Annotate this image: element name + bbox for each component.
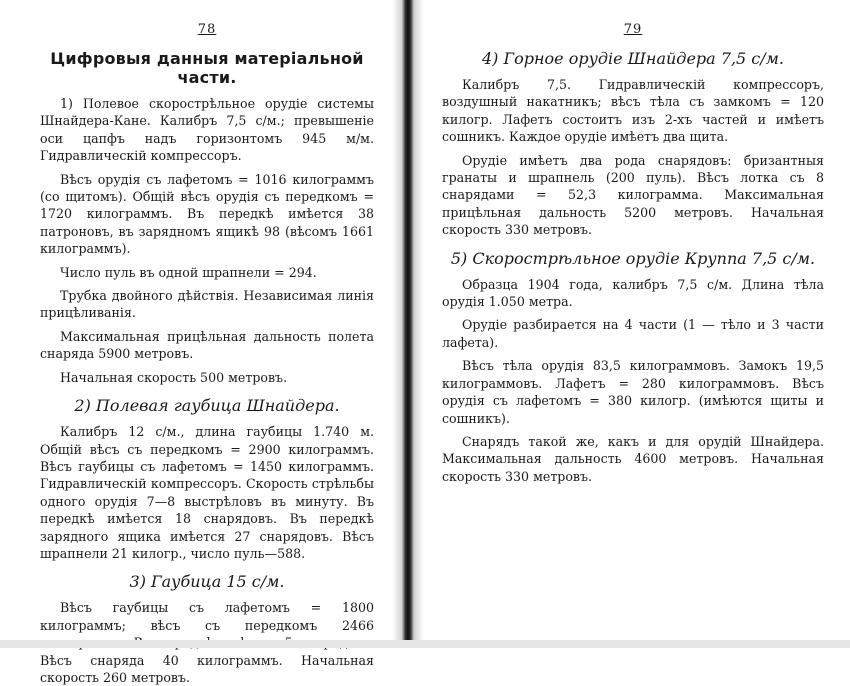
left-page	[0, 0, 404, 685]
paragraph: Орудіе имѣетъ два рода снарядовъ: бризантныя гранаты и шрапнель (200 пуль). Вѣсъ лотка съ 8 снарядами = 52,3 килограмма. Максимальная прицѣльная дальность 5200 метровъ. Начальная скорость 330 метровъ.	[442, 152, 824, 238]
paragraph: Калибръ 12 с/м., длина гаубицы 1.740 м. Общій вѣсъ съ передкомъ = 2900 килограммъ. Вѣсъ гаубицы съ лафетомъ = 1450 килограммъ. Гидравлическій компрессоръ. Скорость стрѣльбы одного орудія 7—8 выстрѣловъ въ минуту. Въ передкѣ имѣется 18 снарядовъ. Въ передкѣ зарядного ящика имѣется 27 снарядовъ. Вѣсъ шрапнели 21 килогр., число пуль—588.	[40, 424, 374, 561]
right-page	[412, 0, 850, 648]
paragraph: Снарядъ такой же, какъ и для орудій Шнайдера. Максимальная дальность 4600 метровъ. Начальная скорость 330 метровъ.	[442, 433, 824, 484]
paragraph: Орудіе разбирается на 4 части (1 — тѣло и 3 части лафета).	[442, 317, 824, 350]
page-number: 78	[197, 22, 217, 37]
paragraph: Трубка двойного дѣйствія. Независимая линія прицѣливанія.	[40, 288, 374, 321]
page-number: 79	[623, 22, 643, 37]
section-heading: 4) Горное орудіе Шнайдера 7,5 с/м.	[481, 49, 785, 68]
paragraph: Вѣсъ орудія съ лафетомъ = 1016 килограммъ (со щитомъ). Общій вѣсъ орудія съ передкомъ = 1720 килограммъ. Въ передкѣ имѣется 38 патроновъ, въ зарядномъ ящикѣ 98 (вѣсомъ 1661 килограммъ).	[40, 171, 374, 257]
paragraph: Максимальная прицѣльная дальность полета снаряда 5900 метровъ.	[40, 328, 374, 362]
section-heading: 5) Скорострѣльное орудіе Круппа 7,5 с/м.	[450, 248, 816, 268]
paragraph: 1) Полевое скорострѣльное орудіе системы Шнайдера-Кане. Калибръ 7,5 с/м.; превышеніе оси цапфъ надъ горизонтомъ 945 м/м. Гидравлическій компрессоръ.	[40, 96, 374, 164]
gutter-shadow	[392, 0, 402, 648]
paragraph: Образца 1904 года, калибръ 7,5 с/м. Длина тѣла орудія 1.050 метра.	[442, 276, 824, 310]
paragraph: Вѣсъ гаубицы съ лафетомъ = 1800 килограммъ; вѣсъ съ передкомъ 2466 Вѣсъ снаряда 40 килограммъ. Начальная скорость 260 метровъ.	[40, 600, 374, 685]
paragraph: Вѣсъ тѣла орудія 83,5 килограммовъ. Замокъ 19,5 килограммовъ. Лафетъ = 280 килограммовъ. Вѣсъ орудія съ лафетомъ = 380 килогр. (имѣются щиты и сошникъ).	[442, 358, 824, 426]
page-title: Цифровыя данныя матеріальной части.	[50, 49, 364, 87]
paragraph: Число пуль въ одной шрапнели = 294.	[60, 264, 317, 280]
page-bottom-edge	[0, 640, 850, 648]
paragraph: Начальная скорость 500 метровъ.	[60, 369, 288, 385]
paragraph: Калибръ 7,5. Гидравлическій компрессоръ, воздушный накатникъ; вѣсъ тѣла съ замкомъ = 120 килогр. Лафетъ состоитъ изъ 2-хъ частей и имѣетъ сошникъ. Каждое орудіе имѣетъ два щита.	[442, 77, 824, 145]
section-heading: 3) Гаубица 15 с/м.	[129, 572, 285, 592]
section-heading: 2) Полевая гаубица Шнайдера.	[74, 396, 340, 416]
